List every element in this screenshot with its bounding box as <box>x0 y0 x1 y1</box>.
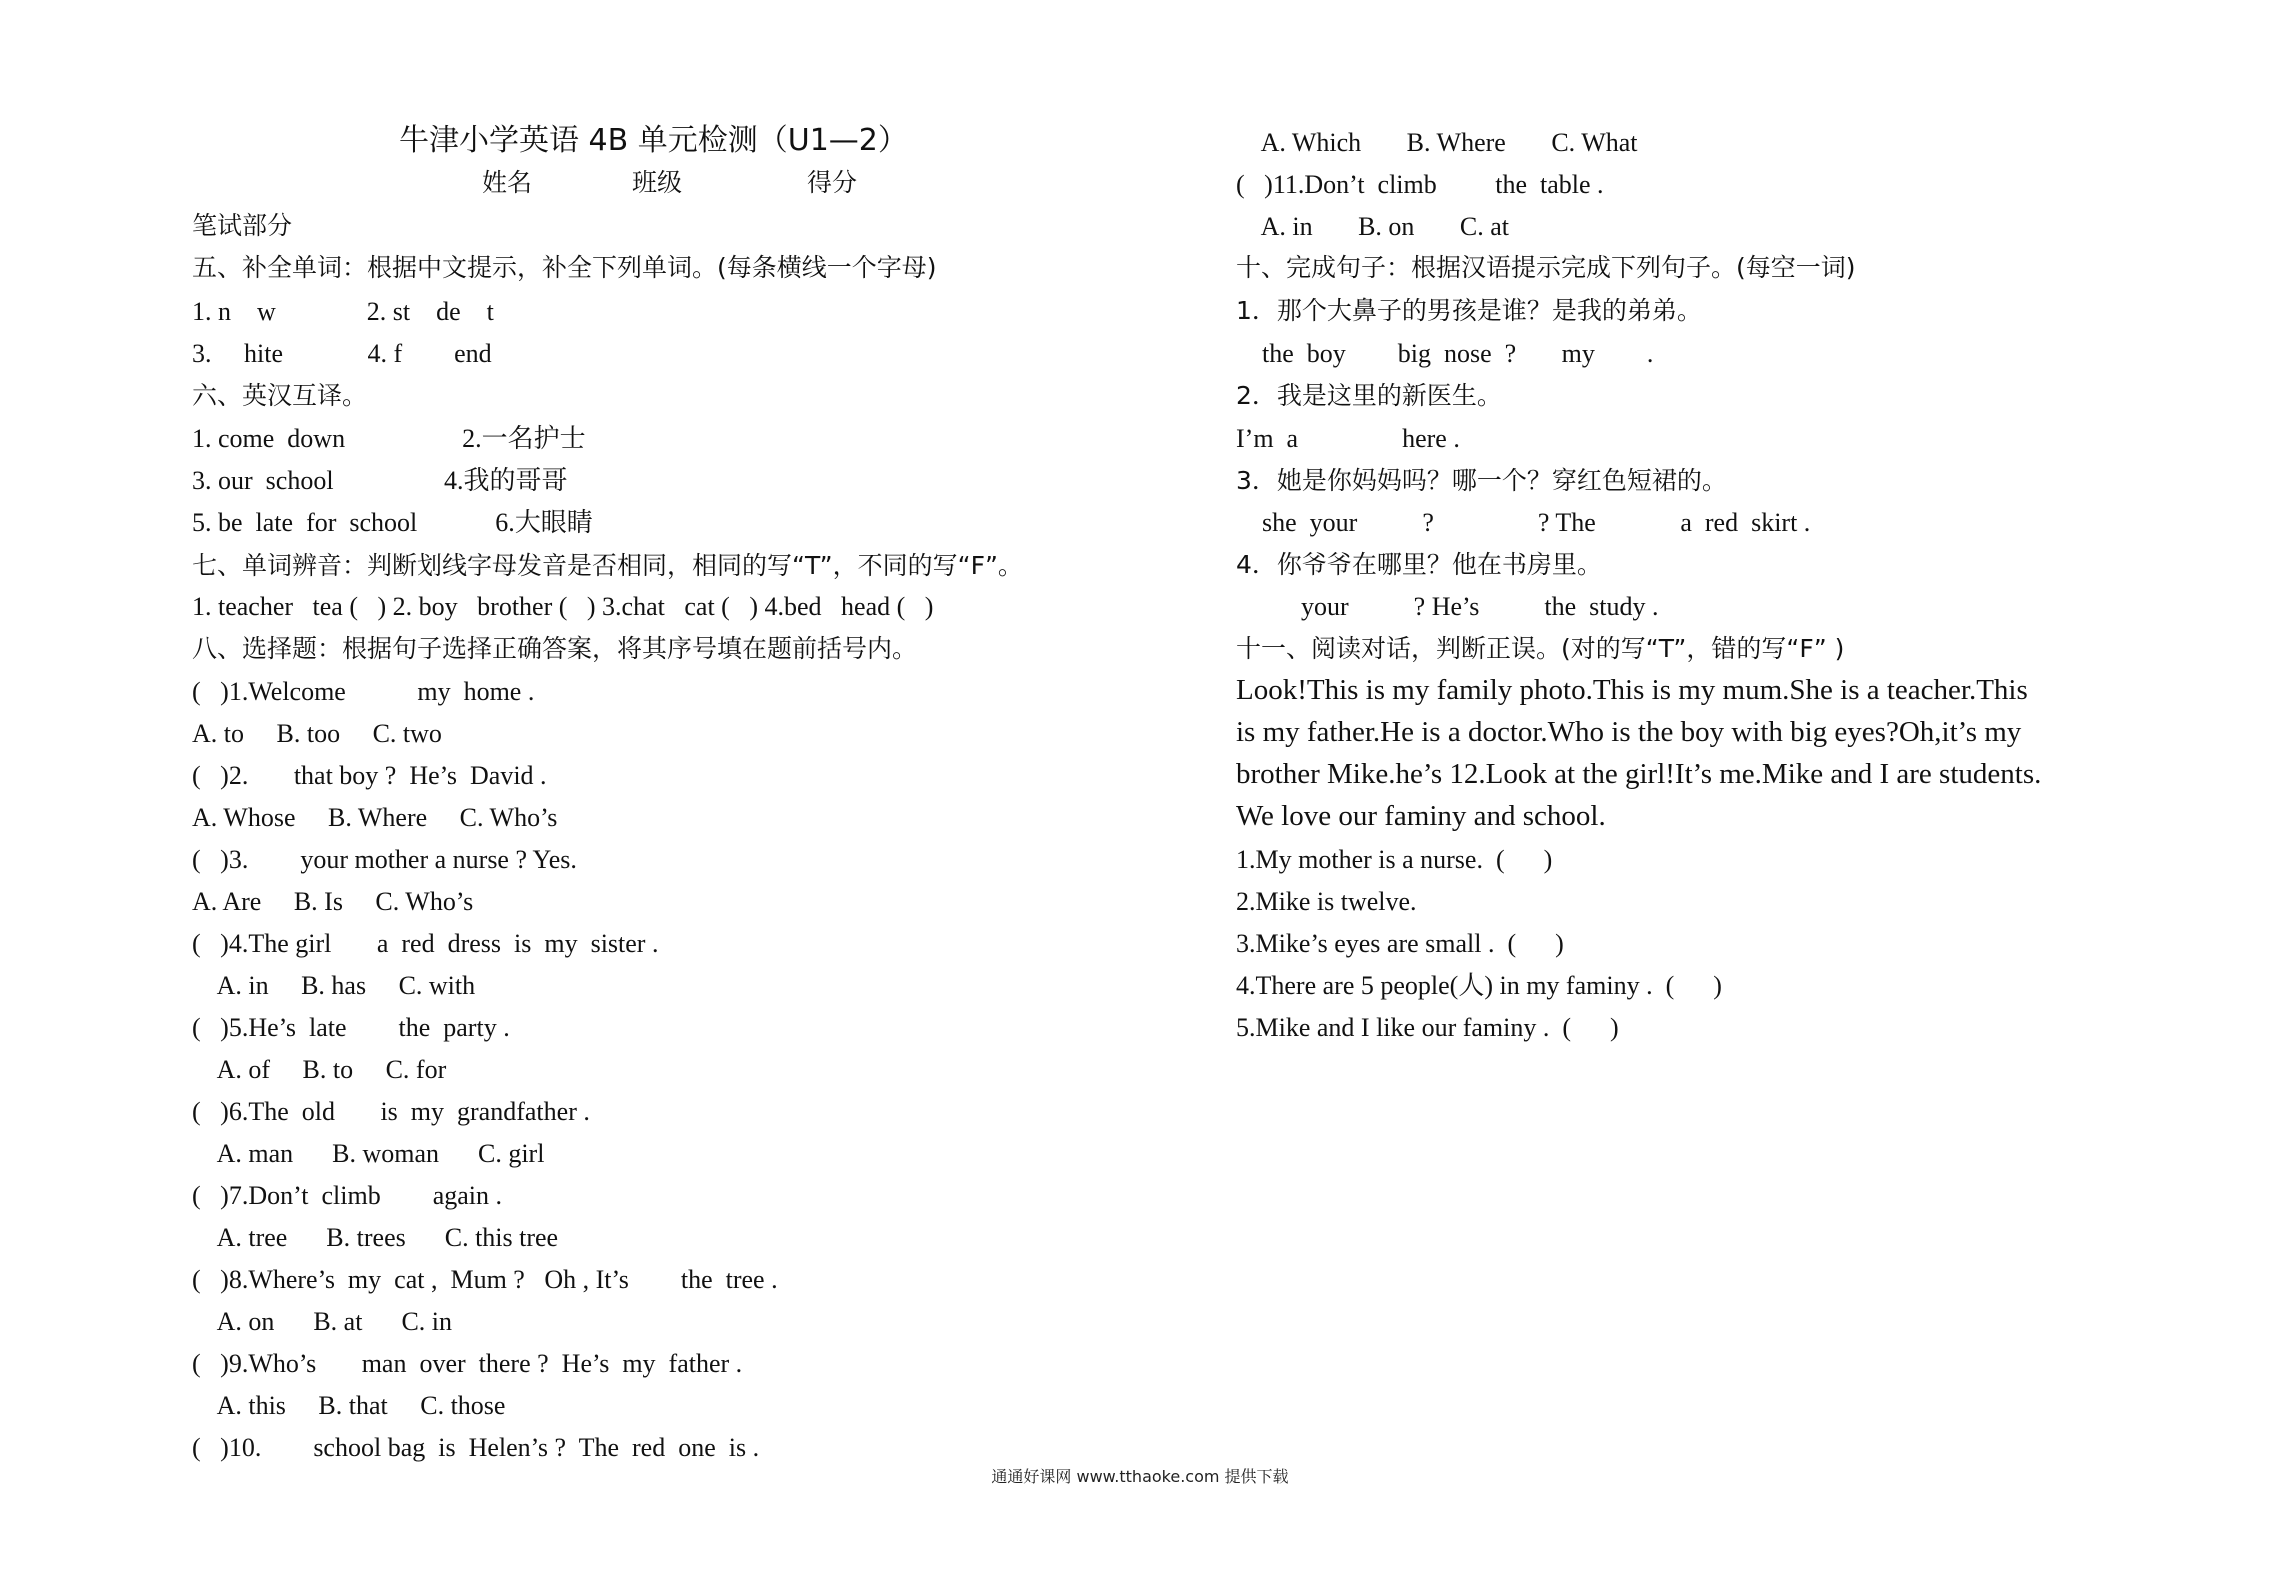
question-3: ( )3. your mother a nurse ? Yes. <box>192 845 577 874</box>
options-4: A. in B. has C. with <box>192 971 476 1000</box>
sentence-2-blank: I’m a here . <box>1236 424 1460 453</box>
question-4: ( )4.The girl a red dress is my sister . <box>192 929 659 958</box>
question-10: ( )10. school bag is Helen’s ? The red one is . <box>192 1433 760 1462</box>
section-6-heading: 六、英汉互译。 <box>192 381 368 410</box>
sentence-2-prompt: 2．我是这里的新医生。 <box>1236 381 1502 410</box>
question-5: ( )5.He’s late the party . <box>192 1013 510 1042</box>
footer-credit: 通通好课网 www.tthaoke.com 提供下载 <box>991 1467 1289 1486</box>
question-2: ( )2. that boy ? He’s David . <box>192 761 547 790</box>
reading-line-4: We love our faminy and school. <box>1236 800 1606 832</box>
judge-item-4: 4.There are 5 people(人) in my faminy . ( ) <box>1236 971 1722 1000</box>
sentence-3-prompt: 3．她是你妈妈吗？哪一个？穿红色短裙的。 <box>1236 466 1727 495</box>
options-7: A. tree B. trees C. this tree <box>192 1223 559 1252</box>
judge-item-1: 1.My mother is a nurse. ( ) <box>1236 845 1553 874</box>
question-8: ( )8.Where’s my cat , Mum ? Oh , It’s the tree . <box>192 1265 778 1294</box>
section-10-heading: 十、完成句子：根据汉语提示完成下列句子。(每空一词) <box>1236 253 1856 282</box>
section-5-row-2: 3. hite 4. f end <box>192 339 492 368</box>
written-part-label: 笔试部分 <box>192 211 293 240</box>
sentence-4-blank: your ? He’s the study . <box>1236 592 1659 621</box>
question-11: ( )11.Don’t climb the table . <box>1236 170 1604 199</box>
options-6: A. man B. woman C. girl <box>192 1139 545 1168</box>
question-1: ( )1.Welcome my home . <box>192 677 535 706</box>
section-7-row-1: 1. teacher tea ( ) 2. boy brother ( ) 3.chat cat ( ) 4.bed head ( ) <box>192 592 934 621</box>
question-6: ( )6.The old is my grandfather . <box>192 1097 590 1126</box>
reading-line-3: brother Mike.he’s 12.Look at the girl!It’s me.Mike and I are students. <box>1236 758 2042 790</box>
question-9: ( )9.Who’s man over there ? He’s my father . <box>192 1349 743 1378</box>
options-5: A. of B. to C. for <box>192 1055 447 1084</box>
reading-line-2: is my father.He is a doctor.Who is the boy with big eyes?Oh,it’s my <box>1236 716 2022 748</box>
judge-item-5: 5.Mike and I like our faminy . ( ) <box>1236 1013 1619 1042</box>
options-8: A. on B. at C. in <box>192 1307 453 1336</box>
student-info-fields: 姓名 班级 得分 <box>482 168 858 197</box>
options-10: A. Which B. Where C. What <box>1236 128 1638 157</box>
sentence-4-prompt: 4．你爷爷在哪里？他在书房里。 <box>1236 550 1602 579</box>
options-1: A. to B. too C. two <box>192 719 442 748</box>
reading-line-1: Look!This is my family photo.This is my mum.She is a teacher.This <box>1236 674 2028 706</box>
judge-item-2: 2.Mike is twelve. <box>1236 887 1417 916</box>
section-5-heading: 五、补全单词：根据中文提示，补全下列单词。(每条横线一个字母) <box>192 253 937 282</box>
judge-item-3: 3.Mike’s eyes are small . ( ) <box>1236 929 1564 958</box>
options-9: A. this B. that C. those <box>192 1391 506 1420</box>
section-8-heading: 八、选择题：根据句子选择正确答案，将其序号填在题前括号内。 <box>192 634 918 663</box>
page-title: 牛津小学英语 4B 单元检测（U1—2） <box>399 123 908 158</box>
sentence-3-blank: she your ? ? The a red skirt . <box>1236 508 1811 537</box>
options-2: A. Whose B. Where C. Who’s <box>192 803 558 832</box>
question-7: ( )7.Don’t climb again . <box>192 1181 503 1210</box>
section-7-heading: 七、单词辨音：判断划线字母发音是否相同，相同的写“T”，不同的写“F”。 <box>192 551 1023 580</box>
options-3: A. Are B. Is C. Who’s <box>192 887 474 916</box>
section-6-row-1: 1. come down 2.一名护士 <box>192 424 586 453</box>
section-6-row-3: 5. be late for school 6.大眼睛 <box>192 508 593 537</box>
section-11-heading: 十一、阅读对话，判断正误。(对的写“T”，错的写“F” ) <box>1236 634 1845 663</box>
sentence-1-prompt: 1．那个大鼻子的男孩是谁？是我的弟弟。 <box>1236 296 1702 325</box>
options-11: A. in B. on C. at <box>1236 212 1510 241</box>
section-5-row-1: 1. n w 2. st de t <box>192 297 494 326</box>
section-6-row-2: 3. our school 4.我的哥哥 <box>192 466 568 495</box>
sentence-1-blank: the boy big nose ? my . <box>1236 339 1654 368</box>
